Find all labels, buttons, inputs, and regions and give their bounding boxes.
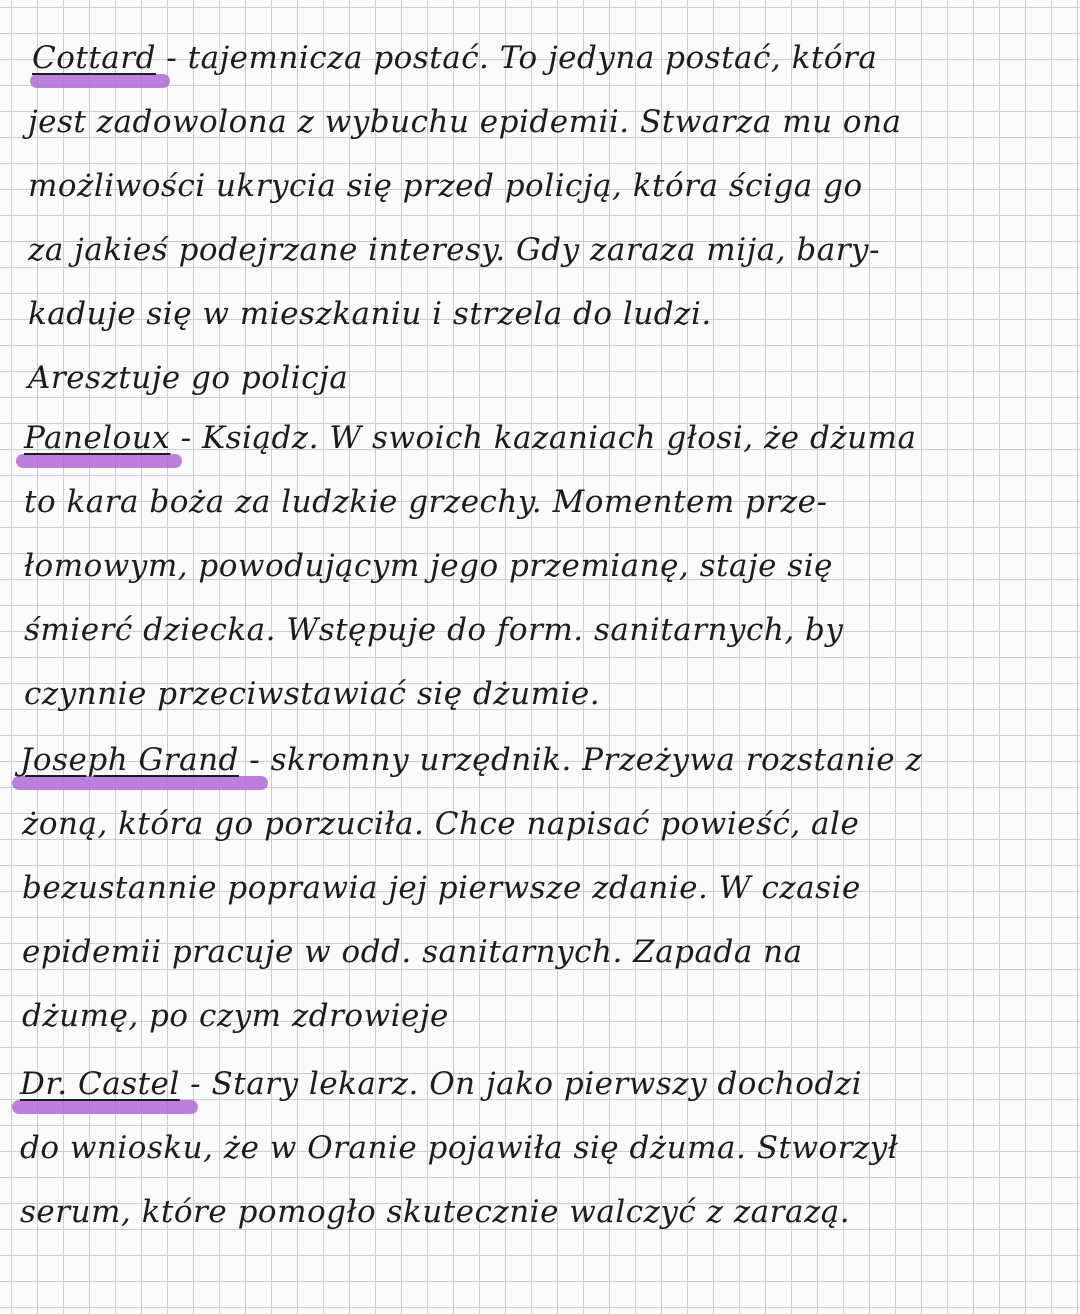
note-text: bezustannie poprawia jej pierwsze zdanie. W czasie <box>22 870 861 906</box>
note-line <box>24 484 827 548</box>
note-text: epidemii pracuje w odd. sanitarnych. Zapada na <box>22 934 803 970</box>
note-text: jest zadowolona z wybuchu epidemii. Stwarza mu ona <box>28 104 902 140</box>
note-text: to kara boża za ludzkie grzechy. Momentem prze- <box>24 484 828 520</box>
note-text: śmierć dziecka. Wstępuje do form. sanitarnych, by <box>24 612 844 648</box>
note-line <box>20 1194 850 1258</box>
note-text: kaduje się w mieszkaniu i strzela do ludzi. <box>28 296 712 332</box>
note-line <box>32 40 877 104</box>
note-text: do wniosku, że w Oranie pojawiła się dżuma. Stworzył <box>20 1130 899 1166</box>
note-line <box>28 104 902 168</box>
note-line <box>24 612 843 676</box>
note-text: możliwości ukrycia się przed policją, która ściga go <box>28 168 863 204</box>
note-line <box>24 420 917 484</box>
note-line <box>24 548 833 612</box>
note-text: żoną, która go porzuciła. Chce napisać powieść, ale <box>22 806 860 842</box>
note-line <box>28 360 348 424</box>
character-name: Dr. Castel <box>20 1066 180 1102</box>
note-text: dżumę, po czym zdrowieje <box>22 998 449 1034</box>
note-text: - tajemnicza postać. To jedyna postać, która <box>155 40 878 76</box>
note-line <box>22 998 449 1062</box>
note-line <box>20 742 922 806</box>
note-text: - Ksiądz. W swoich kazaniach głosi, że dżuma <box>170 420 917 456</box>
note-text: łomowym, powodującym jego przemianę, staje się <box>24 548 833 584</box>
note-line <box>22 870 861 934</box>
note-line <box>28 232 880 296</box>
note-line <box>28 168 863 232</box>
note-text: - skromny urzędnik. Przeżywa rozstanie z <box>238 742 923 778</box>
note-text: czynnie przeciwstawiać się dżumie. <box>24 676 601 712</box>
note-line <box>20 1130 898 1194</box>
character-name: Paneloux <box>24 420 171 456</box>
note-text: za jakieś podejrzane interesy. Gdy zaraza mija, bary- <box>28 232 881 268</box>
note-line <box>22 806 859 870</box>
character-name: Cottard <box>32 40 156 76</box>
character-name: Joseph Grand <box>20 742 239 778</box>
note-text: - Stary lekarz. On jako pierwszy dochodzi <box>179 1066 863 1102</box>
note-line <box>24 676 600 740</box>
note-line <box>20 1066 862 1130</box>
note-text: Aresztuje go policja <box>28 360 349 396</box>
note-text: serum, które pomogło skutecznie walczyć z zarazą. <box>20 1194 851 1230</box>
note-line <box>28 296 712 360</box>
note-line <box>22 934 803 998</box>
